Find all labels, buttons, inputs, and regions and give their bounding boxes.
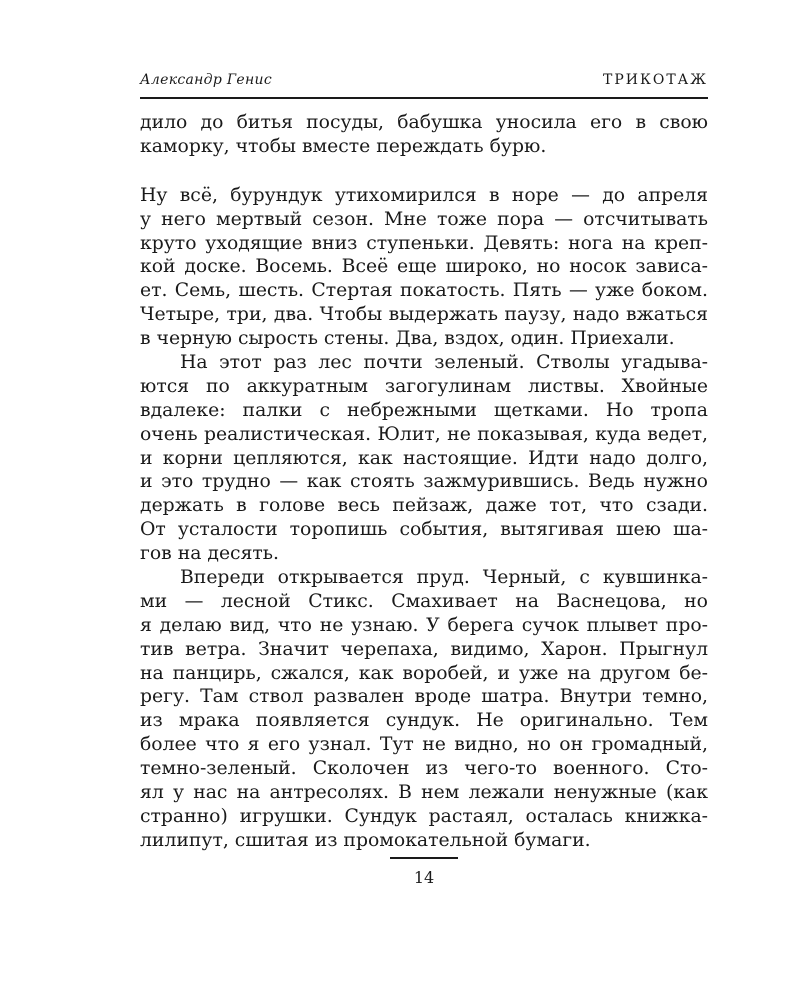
footer-rule (390, 857, 458, 859)
text-line: вдалеке: палки с небрежными щетками. Но тропа (140, 399, 708, 421)
text-line: ял у нас на антресолях. В нем лежали ненужные (как (140, 782, 708, 804)
running-header (140, 66, 708, 96)
text-line: ет. Семь, шесть. Стертая покатость. Пять — уже боком. (140, 280, 708, 302)
text-line: ми — лесной Стикс. Смахивает на Васнецова, но (140, 590, 708, 612)
text-line: ются по аккуратным загогулинам листвы. Хвойные (140, 375, 708, 397)
page-number: 14 (413, 868, 435, 887)
text-line: на панцирь, сжался, как воробей, и уже на другом бе- (140, 662, 708, 684)
text-line: более что я его узнал. Тут не видно, но он громадный, (140, 734, 708, 756)
text-line: На этот раз лес почти зеленый. Стволы угадыва- (180, 352, 708, 374)
text-line: Четыре, три, два. Чтобы выдержать паузу, надо вжаться (140, 304, 708, 326)
text-line: странно) игрушки. Сундук растаял, осталась книжка- (140, 805, 708, 827)
running-header-author: Александр Генис (140, 72, 272, 88)
text-line: темно-зеленый. Сколочен из чего-то военного. Сто- (140, 758, 708, 780)
text-line: и это трудно — как стоять зажмурившись. Ведь нужно (140, 471, 708, 493)
text-line: и корни цепляются, как настоящие. Идти надо долго, (140, 447, 708, 469)
text-line: Ну всё, бурундук утихомирился в норе — до апреля (140, 184, 708, 206)
text-line: у него мертвый сезон. Мне тоже пора — отсчитывать (140, 208, 708, 230)
text-line: тив ветра. Значит черепаха, видимо, Харон. Прыгнул (140, 638, 708, 660)
paragraph-gap (140, 159, 708, 184)
text-line: гов на десять. (140, 543, 280, 565)
text-line: из мрака появляется сундук. Не оригинально. Тем (140, 710, 708, 732)
text-line: каморку, чтобы вместе переждать бурю. (140, 135, 547, 157)
text-line: дило до битья посуды, бабушка уносила его в свою (140, 112, 708, 133)
text-line: От усталости торопишь события, вытягивая шею ша- (140, 519, 708, 541)
text-line: очень реалистическая. Юлит, не показывая, куда ведет, (140, 423, 708, 445)
text-line: кой доске. Восемь. Всеё еще широко, но носок зависа- (140, 256, 708, 278)
text-line: регу. Там ствол развален вроде шатра. Внутри темно, (140, 686, 708, 708)
text-line: круто уходящие вниз ступеньки. Девять: нога на креп- (140, 232, 708, 254)
text-line: Впереди открывается пруд. Черный, с кувшинка- (180, 567, 708, 589)
text-line: лилипут, сшитая из промокательной бумаги. (140, 829, 591, 851)
header-rule (140, 97, 708, 99)
text-line: держать в голове весь пейзаж, даже тот, что сзади. (140, 495, 708, 517)
text-line: я делаю вид, что не узнаю. У берега сучок плывет про- (140, 614, 708, 636)
body-text (140, 111, 708, 853)
text-line: в черную сырость стены. Два, вздох, один. Приехали. (140, 328, 675, 350)
running-header-title: ТРИКОТАЖ (603, 72, 708, 88)
